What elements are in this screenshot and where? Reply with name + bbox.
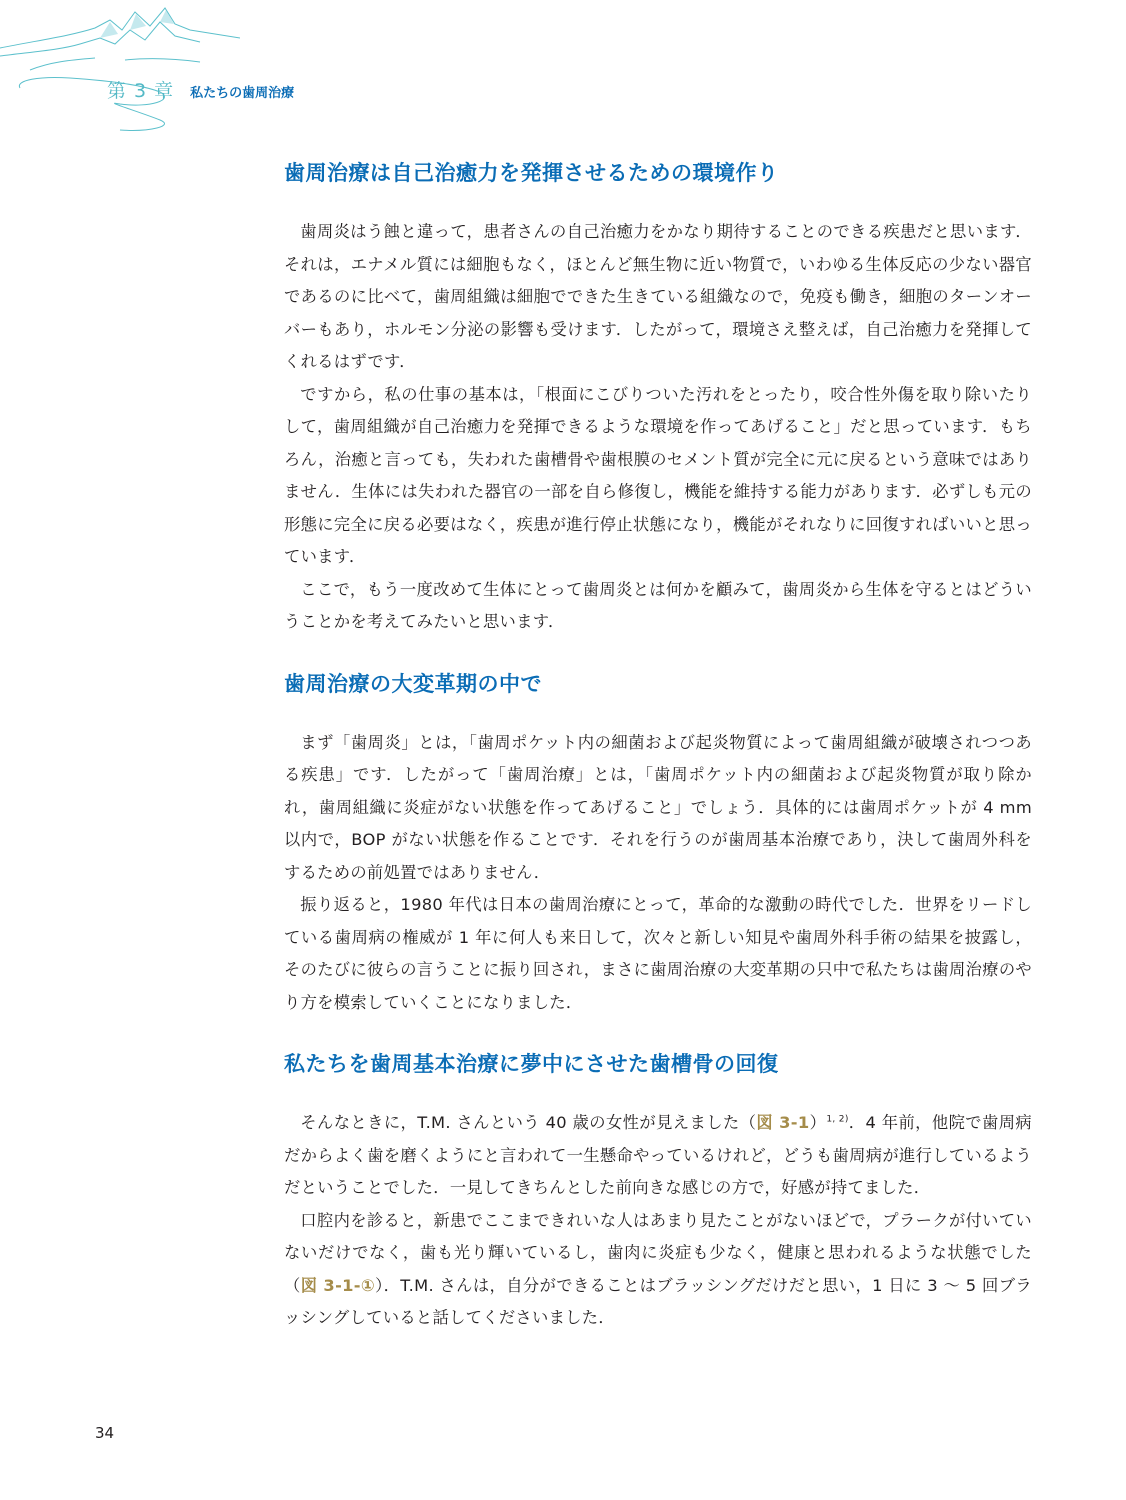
mountain-header-illustration <box>0 0 240 145</box>
paragraph <box>284 1107 1032 1205</box>
figure-reference: 図 3-1 <box>756 1113 810 1132</box>
text-run: ．4 年前，他院で歯周病だからよく歯を磨くようにと言われて一生懸命やっているけれど，どうも歯周病が進行しているようだということでした．一見してきちんとした前向きな感じの方で，好感が持てました． <box>284 1113 1032 1197</box>
chapter-title: 私たちの歯周治療 <box>190 86 295 101</box>
section-heading: 歯周治療の大変革期の中で <box>284 671 542 696</box>
section-heading: 私たちを歯周基本治療に夢中にさせた歯槽骨の回復 <box>284 1052 779 1076</box>
text-run: そんなときに，T.M. さんという 40 歳の女性が見えました（ <box>300 1113 757 1132</box>
text-run: ） <box>809 1113 827 1132</box>
page-number: 34 <box>95 1424 115 1442</box>
chapter-header <box>107 76 294 103</box>
paragraph: ですから，私の仕事の基本は，「根面にこびりついた汚れをとったり，咬合性外傷を取り除いたりして，歯周組織が自己治癒力を発揮できるような環境を作ってあげること」だと思っています．もちろん，治癒と言っても，失われた歯槽骨や歯根膜のセメント質が完全に元に戻るという意味ではありません．生体には失われた器官の一部を自ら修復し，機能を維持する能力があります．必ずしも元の形態に完全に戻る必要はなく，疾患が進行停止状態になり，機能がそれなりに回復すればいいと思っています． <box>284 384 1032 566</box>
section-reform-period <box>284 661 1032 1020</box>
section-environment <box>284 150 1032 639</box>
paragraph: まず「歯周炎」とは，「歯周ポケット内の細菌および起炎物質によって歯周組織が破壊されつつある疾患」です．したがって「歯周治療」とは，「歯周ポケット内の細菌および起炎物質が取り除かれ，歯周組織に炎症がない状態を作ってあげること」でしょう．具体的には歯周ポケットが 4 mm 以内で，BOP がない状態を作ることです．それを行うのが歯周基本治療であり，決して歯周外科をするための前処置ではありません． <box>284 732 1032 882</box>
text-run: ）．T.M. さんは，自分ができることはブラッシングだけだと思い，1 日に 3 ～ 5 回ブラッシングしていると話してくださいました． <box>284 1275 1032 1327</box>
paragraph <box>284 1205 1032 1335</box>
section-heading: 歯周治療は自己治癒力を発揮させるための環境作り <box>284 161 779 185</box>
citation-superscript: 1, 2) <box>826 1114 849 1125</box>
chapter-label: 第 3 章 <box>107 80 175 102</box>
paragraph: 歯周炎はう蝕と違って，患者さんの自己治癒力をかなり期待することのできる疾患だと思います．それは，エナメル質には細胞もなく，ほとんど無生物に近い物質で，いわゆる生体反応の少ない器官であるのに比べて，歯周組織は細胞でできた生きている組織なので，免疫も働き，細胞のターンオーバーもあり，ホルモン分泌の影響も受けます．したがって，環境さえ整えば，自己治癒力を発揮してくれるはずです． <box>284 222 1032 371</box>
text-run: 口腔内を診ると，新患でここまできれいな人はあまり見たことがないほどで，プラークが付いていないだけでなく，歯も光り輝いているし，歯肉に炎症も少なく，健康と思われるような状態でした（ <box>284 1210 1032 1295</box>
figure-reference: 図 3-1-① <box>300 1275 376 1295</box>
main-content <box>284 150 1032 1357</box>
section-bone-recovery <box>284 1041 1032 1335</box>
paragraph: ここで，もう一度改めて生体にとって歯周炎とは何かを顧みて，歯周炎から生体を守るとはどういうことかを考えてみたいと思います． <box>284 579 1032 631</box>
paragraph: 振り返ると，1980 年代は日本の歯周治療にとって，革命的な激動の時代でした．世界をリードしている歯周病の権威が 1 年に何人も来日して，次々と新しい知見や歯周外科手術の結果を披露し，そのたびに彼らの言うことに振り回され，まさに歯周治療の大変革期の只中で私たちは歯周治療のやり方を模索していくことになりました． <box>284 895 1032 1012</box>
